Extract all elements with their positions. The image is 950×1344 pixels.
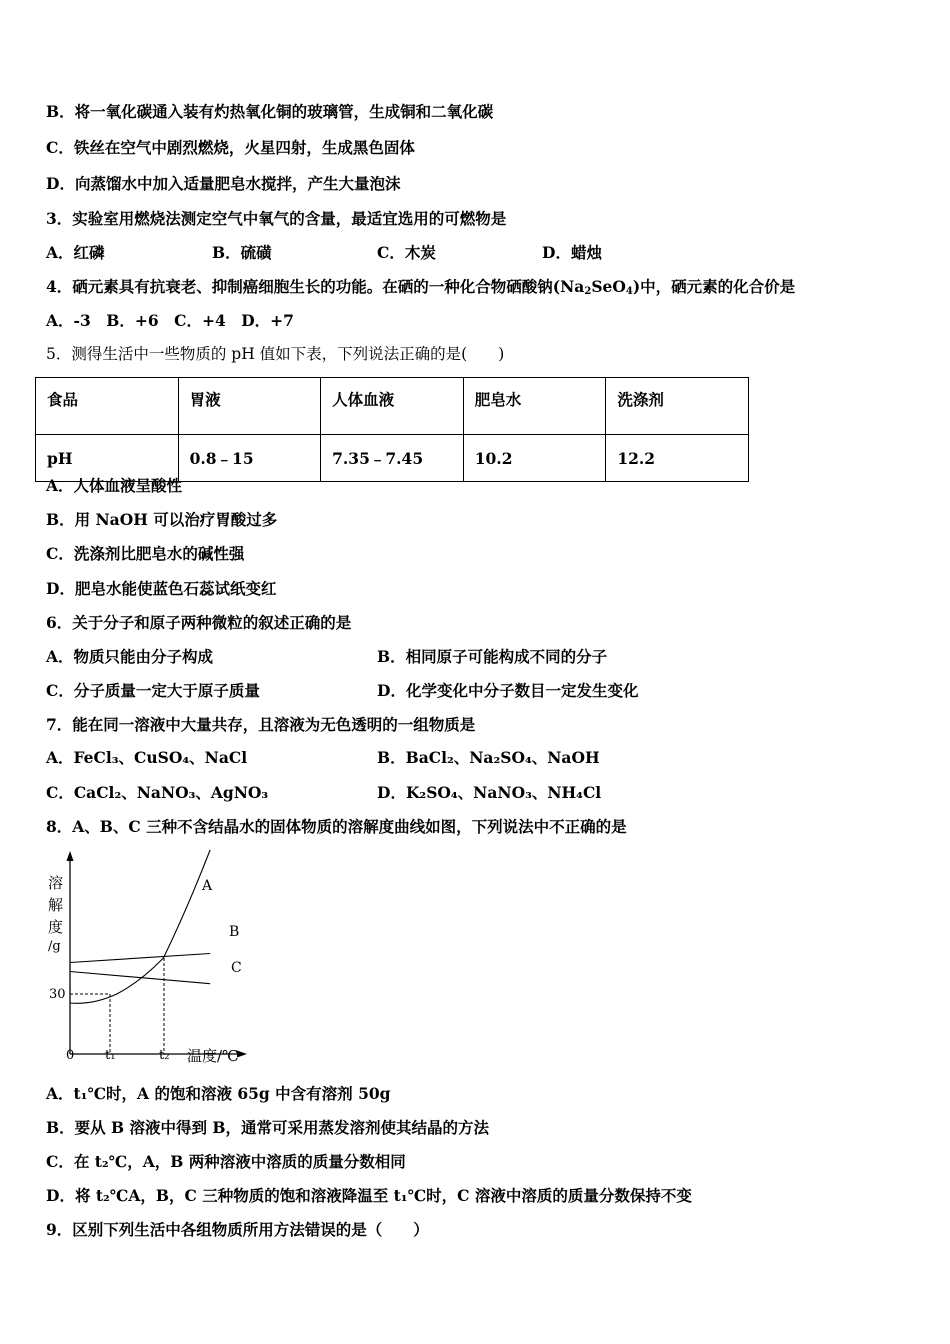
q6-option-a: A．物质只能由分子构成 xyxy=(46,647,214,666)
table-row xyxy=(36,435,749,482)
series-a-curve xyxy=(70,850,210,1003)
q8-option-d: D．将 t₂℃A，B，C 三种物质的饱和溶液降温至 t₁℃时，C 溶液中溶质的质量分数保持不变 xyxy=(46,1186,692,1205)
q6-option-d: D．化学变化中分子数目一定发生变化 xyxy=(377,681,639,700)
table-cell: 12.2 xyxy=(606,435,749,482)
table-cell: pH xyxy=(36,435,179,482)
x-tick-label: t₂ xyxy=(159,1048,170,1063)
series-c-line xyxy=(70,972,210,984)
q4-stem: 4．硒元素具有抗衰老、抑制癌细胞生长的功能。在硒的一种化合物硒酸钠$(Na_2SeO_4)$中，硒元素的化合价是 xyxy=(46,277,796,297)
q7-option-a: A．FeCl₃、CuSO₄、NaCl xyxy=(46,748,248,767)
y-label-char: 溶 xyxy=(48,874,64,892)
q7-option-b: B．BaCl₂、Na₂SO₄、NaOH xyxy=(377,748,600,767)
y-tick-label: 30 xyxy=(49,987,66,1002)
q3-option-d: D．蜡烛 xyxy=(542,243,602,262)
table-cell: 洗涤剂 xyxy=(606,378,749,435)
table-cell: 肥皂水 xyxy=(463,378,606,435)
series-b-line xyxy=(70,954,210,963)
origin-label: 0 xyxy=(66,1048,75,1063)
q8-option-a: A．t₁℃时，A 的饱和溶液 65g 中含有溶剂 50g xyxy=(46,1084,391,1103)
q2-option-b: B．将一氧化碳通入装有灼热氧化铜的玻璃管，生成铜和二氧化碳 xyxy=(46,102,494,121)
table-cell: 人体血液 xyxy=(321,378,464,435)
table-cell: 食品 xyxy=(36,378,179,435)
q8-option-b: B．要从 B 溶液中得到 B，通常可采用蒸发溶剂使其结晶的方法 xyxy=(46,1118,489,1137)
y-label-char: 解 xyxy=(48,896,64,914)
q6-stem: 6．关于分子和原子两种微粒的叙述正确的是 xyxy=(46,613,352,632)
table-cell: 10.2 xyxy=(463,435,606,482)
series-a-label: A xyxy=(202,878,213,894)
table-cell: 胃液 xyxy=(178,378,321,435)
q8-option-c: C．在 t₂℃，A，B 两种溶液中溶质的质量分数相同 xyxy=(46,1152,406,1171)
q7-option-c: C．CaCl₂、NaNO₃、AgNO₃ xyxy=(46,783,269,802)
q2-option-c: C．铁丝在空气中剧烈燃烧，火星四射，生成黑色固体 xyxy=(46,138,415,157)
x-tick-label: t₁ xyxy=(105,1048,116,1063)
q9-stem: 9．区别下列生活中各组物质所用方法错误的是（ ） xyxy=(46,1220,429,1239)
q3-option-b: B．硫磺 xyxy=(212,243,272,262)
q2-option-d: D．向蒸馏水中加入适量肥皂水搅拌，产生大量泡沫 xyxy=(46,174,401,193)
table-cell: 7.35﹣7.45 xyxy=(321,435,464,482)
q7-stem: 7．能在同一溶液中大量共存，且溶液为无色透明的一组物质是 xyxy=(46,715,476,734)
q5-option-d: D．肥皂水能使蓝色石蕊试纸变红 xyxy=(46,579,277,598)
y-axis-arrow xyxy=(67,851,74,861)
q5-option-a: A．人体血液呈酸性 xyxy=(46,476,183,495)
x-label: 温度/℃ xyxy=(187,1047,239,1065)
q5-option-c: C．洗涤剂比肥皂水的碱性强 xyxy=(46,544,245,563)
q5-option-b: B．用 NaOH 可以治疗胃酸过多 xyxy=(46,510,278,529)
q7-option-d: D．K₂SO₄、NaNO₃、NH₄Cl xyxy=(377,783,602,802)
q3-stem: 3．实验室用燃烧法测定空气中氧气的含量，最适宜选用的可燃物是 xyxy=(46,209,507,228)
table-cell: 0.8﹣15 xyxy=(178,435,321,482)
table-header-row xyxy=(36,378,749,435)
q6-option-c: C．分子质量一定大于原子质量 xyxy=(46,681,260,700)
q3-option-c: C．木炭 xyxy=(377,243,436,262)
q6-option-b: B．相同原子可能构成不同的分子 xyxy=(377,647,608,666)
series-b-label: B xyxy=(229,924,240,940)
solubility-chart xyxy=(40,848,255,1074)
q5-stem: 5．测得生活中一些物质的 pH 值如下表，下列说法正确的是( ) xyxy=(46,345,505,363)
q8-stem: 8．A、B、C 三种不含结晶水的固体物质的溶解度曲线如图，下列说法中不正确的是 xyxy=(46,817,627,836)
y-label-char: 度 xyxy=(48,918,64,936)
ph-table xyxy=(35,377,749,482)
q3-option-a: A．红磷 xyxy=(46,243,105,262)
series-c-label: C xyxy=(231,960,242,976)
y-unit: /g xyxy=(48,939,61,954)
q4-options: A．-3 B．+6 C．+4 D．+7 xyxy=(46,311,294,330)
